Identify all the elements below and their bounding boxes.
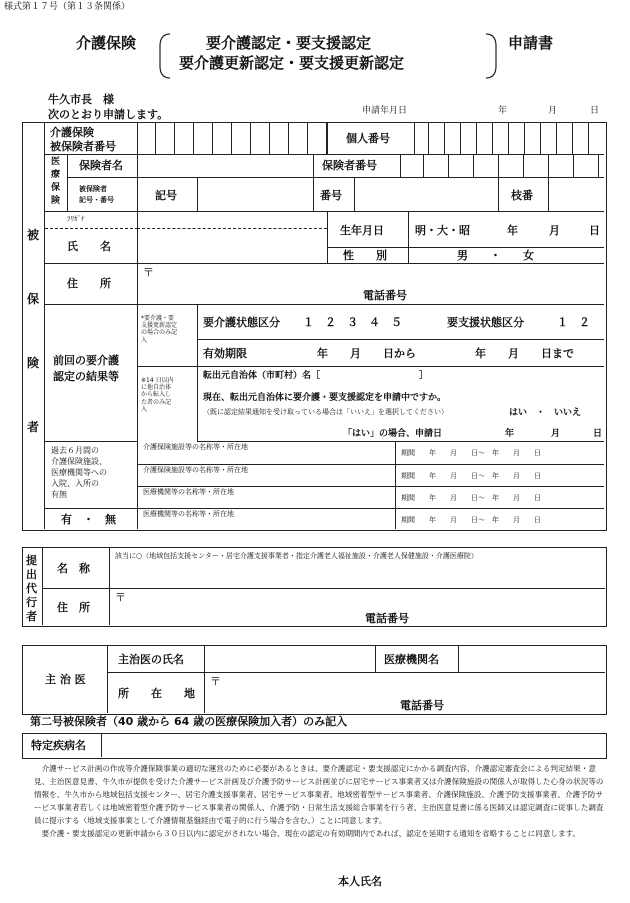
care-level-options[interactable]: １ ２ ３ ４ ５: [303, 316, 402, 329]
care-level-row: [197, 305, 604, 340]
disease-label: 特定疾病名: [31, 739, 86, 752]
kigou-label-cell: [137, 178, 198, 212]
furigana-label: ﾌﾘｶﾞﾅ: [67, 215, 85, 223]
move-question-note: （既に認定結果通知を受け取っている場合は「いいえ」を選択してください）: [203, 408, 448, 416]
doctor-addr-label-cell: [108, 673, 205, 713]
move-if-yes-date: 「はい」の場合、申請日: [343, 429, 443, 439]
history-label: 過去６月間の 介護保険施設、 医療機関等への 入院、入所の 有無: [51, 446, 107, 499]
med-char-4: 険: [51, 196, 61, 206]
facility-period-4: 期間 年 月 日～ 年 月 日: [401, 516, 541, 524]
doctor-name-label: 主治医の氏名: [118, 653, 184, 666]
birth-label-cell: [327, 212, 409, 248]
med-insurer-label-cell: [67, 155, 138, 178]
birth-month: 月: [549, 224, 560, 237]
agent-tel-label: 電話番号: [365, 612, 409, 625]
agent-address-label-cell: [43, 589, 110, 625]
bangou-input[interactable]: [353, 178, 499, 212]
move-day: 日: [593, 429, 603, 439]
tel-label: 電話番号: [363, 289, 407, 302]
facility-row-1[interactable]: [137, 442, 604, 465]
indiv-no-label: 個人番号: [346, 132, 390, 145]
agent-char-4: 行: [26, 596, 37, 609]
facility-period-1: 期間 年 月 日～ 年 月 日: [401, 449, 541, 457]
agent-name-input[interactable]: [109, 548, 605, 589]
move-year: 年: [505, 429, 515, 439]
sex-label: 性 別: [343, 249, 387, 262]
agent-char-5: 者: [26, 610, 37, 623]
secondary-title: 第二号被保険者（40 歳から 64 歳の医療保険加入者）のみ記入: [30, 715, 348, 728]
med-insurer-no-input[interactable]: [399, 155, 604, 178]
med-insurer-label: 保険者名: [79, 159, 123, 172]
facility-period-3: 期間 年 月 日～ 年 月 日: [401, 494, 541, 502]
doctor-label: 主 治 医: [45, 673, 86, 686]
facility-divider-2: [395, 465, 396, 486]
doctor-addr-label: 所 在 地: [118, 687, 195, 700]
bangou-label: 番号: [320, 189, 342, 202]
agent-char-2: 出: [26, 568, 37, 581]
agent-address-label: 住 所: [57, 601, 90, 614]
agent-postal-mark: 〒: [115, 591, 126, 604]
facility-row-4[interactable]: [137, 509, 604, 529]
history-yes-no[interactable]: 有 ・ 無: [61, 513, 116, 526]
move-from[interactable]: 転出元自治体（市町村）名［ ］: [203, 371, 429, 381]
prev-note: *要介護・要 支援更新認定 の場合のみ記 入: [141, 315, 178, 344]
facility-period-2: 期間 年 月 日～ 年 月 日: [401, 472, 541, 480]
support-level-options[interactable]: １ ２: [557, 316, 590, 329]
name-label: 氏 名: [67, 240, 111, 253]
prev-label: 前回の要介護 認定の結果等: [53, 354, 119, 383]
kigou-label: 記号: [155, 189, 177, 202]
indiv-no-input[interactable]: [413, 123, 604, 155]
move-question: 現在、転出元自治体に要介護・要支援認定を申請中ですか。: [203, 393, 447, 403]
title-line2: 要介護更新認定・要支援更新認定: [179, 54, 405, 72]
agent-address-input[interactable]: [109, 589, 605, 625]
postal-mark: 〒: [143, 266, 154, 279]
sec-char-2: 保: [27, 292, 40, 306]
ins-no-label: 介護保険 被保険者番号: [50, 126, 116, 153]
sex-options: 男 ・ 女: [457, 249, 534, 262]
sec-char-4: 者: [27, 420, 40, 434]
med-insurer-no-label: 保険者番号: [322, 159, 377, 172]
kigou-input[interactable]: [197, 178, 313, 212]
care-level-label: 要介護状態区分: [203, 316, 280, 329]
prev-note-cell: [137, 305, 198, 367]
support-level-label: 要支援状態区分: [447, 316, 524, 329]
move-note-cell: [137, 367, 198, 441]
doctor-inst-label-cell: [375, 646, 459, 673]
date-month: 月: [548, 106, 558, 116]
edaban-label-cell: [498, 178, 549, 212]
application-date-label: 申請年月日: [362, 106, 408, 116]
address-input[interactable]: [137, 264, 604, 305]
facility-row-3[interactable]: [137, 487, 604, 509]
valid-from: 年 月 日から: [317, 347, 416, 360]
med-char-3: 保: [51, 183, 61, 193]
med-code-label-cell: [67, 178, 138, 212]
facility-divider-3: [395, 487, 396, 508]
address-label-cell: [45, 264, 138, 305]
med-insurer-input[interactable]: [137, 155, 313, 178]
agent-name-label: 名 称: [57, 562, 90, 575]
move-month: 月: [551, 429, 561, 439]
med-char-2: 療: [51, 170, 61, 180]
valid-label: 有効期限: [203, 347, 247, 360]
agent-char-1: 提: [26, 554, 37, 567]
edaban-label: 枝番: [511, 189, 533, 202]
agent-name-note: 該当に○（地域包括支援センター・居宅介護支援事業者・指定介護老人福祉施設・介護老人保健施設・介護医療院）: [115, 552, 478, 560]
sex-input[interactable]: [407, 248, 604, 264]
facility-label-4: 医療機関等の名称等・所在地: [143, 510, 234, 518]
birth-day: 日: [589, 224, 600, 237]
doctor-postal-mark: 〒: [210, 675, 221, 688]
furigana-label-cell: [45, 212, 138, 229]
ins-no-label-cell: [45, 123, 138, 155]
disease-input[interactable]: [102, 734, 604, 757]
doctor-addr-input[interactable]: [204, 673, 605, 713]
ins-no-input[interactable]: [137, 123, 327, 155]
move-yes-no[interactable]: はい ・ いいえ: [509, 408, 582, 418]
bangou-label-cell: [313, 178, 355, 212]
facility-divider-4: [395, 509, 396, 529]
title-left: 介護保険: [76, 34, 137, 52]
move-block: [197, 367, 604, 442]
facility-label-2: 介護保険施設等の名称等・所在地: [143, 466, 248, 474]
birth-year: 年: [507, 224, 518, 237]
title-right: 申請書: [508, 34, 554, 52]
doctor-name-input[interactable]: [204, 646, 375, 673]
request-text: 次のとおり申請します。: [48, 108, 169, 121]
indiv-no-label-cell: [327, 123, 415, 155]
prev-label-cell: [45, 305, 138, 442]
form-number: 様式第１７号（第１３条関係）: [4, 2, 131, 12]
med-insurer-no-label-cell: [313, 155, 401, 178]
agent-char-3: 代: [26, 582, 37, 595]
title-line1: 要介護認定・要支援認定: [206, 34, 372, 52]
signature-input[interactable]: [395, 878, 595, 892]
signature-label: 本人氏名: [338, 875, 382, 888]
doctor-inst-label: 医療機関名: [384, 653, 439, 666]
facility-label-3: 医療機関等の名称等・所在地: [143, 488, 234, 496]
addressee: 牛久市長 様: [48, 93, 114, 106]
furigana-input[interactable]: [137, 212, 327, 229]
sex-label-cell: [327, 248, 409, 264]
date-year: 年: [498, 106, 508, 116]
valid-row: [197, 340, 604, 367]
agent-vertical-label: [22, 547, 43, 625]
move-note: ※14 日以内 に他自治体 から転入し た者のみ記 入: [141, 377, 174, 413]
sec-char-1: 被: [27, 228, 40, 242]
consent-paragraph-1: 介護サービス計画の作成等介護保険事業の適切な運営のために必要があるときは、要介護認定・要支援認定にかかる調査内容、介護認定審査会による判定結果・意見、主治医意見書、牛久市が提供を受けた介護サービス計画及び介護予防サービス計画並びに居宅サービス事業者又は介護保険施設の関係人が取得した心身の状況等の情報を、牛久市から地域包括支援センター、居宅介護支援事業者、居宅サービス事業者、地域密着型サービス事業者、介護保険施設、介護予防支援事業者、介護予防サービス事業者若しくは地域密着型介護予防サービス事業者の関係人、介護予防・日常生活支援総合事業を行う者、主治医意見書に係る医師又は認定調査に従事した調査員に提示する（地域支援事業として介護情報基盤経由で電子的に行う場合を含む。）ことに同意します。: [34, 764, 604, 825]
birth-label: 生年月日: [340, 224, 384, 237]
date-day: 日: [590, 106, 600, 116]
facility-label-1: 介護保険施設等の名称等・所在地: [143, 443, 248, 451]
doctor-tel-label: 電話番号: [400, 699, 444, 712]
disease-label-cell: [23, 734, 102, 757]
facility-divider-1: [395, 442, 396, 464]
history-label-cell: [45, 442, 138, 509]
med-label-cell: [45, 155, 68, 212]
sec-char-3: 険: [27, 356, 40, 370]
name-input[interactable]: [137, 229, 327, 264]
address-label: 住 所: [67, 277, 111, 290]
doctor-inst-input[interactable]: [457, 646, 605, 673]
doctor-name-label-cell: [108, 646, 205, 673]
doctor-label-cell: [23, 646, 108, 713]
history-yn-cell: [45, 509, 138, 529]
med-code-label: 被保険者 記号・番号: [79, 185, 114, 204]
valid-to: 年 月 日まで: [475, 347, 574, 360]
facility-row-2[interactable]: [137, 465, 604, 487]
name-label-cell: [45, 229, 138, 264]
birth-input[interactable]: [407, 212, 604, 248]
insured-vertical-label: [22, 122, 45, 529]
agent-name-label-cell: [43, 548, 110, 589]
med-char-1: 医: [51, 157, 61, 167]
consent-text: [34, 762, 604, 840]
birth-era: 明・大・昭: [415, 224, 470, 237]
edaban-input[interactable]: [548, 178, 604, 212]
consent-paragraph-2: 要介護・要支援認定の更新申請から３０日以内に認定がされない場合、現在の認定の有効期間内であれば、認定を延期する通知を省略することに同意します。: [34, 829, 581, 838]
